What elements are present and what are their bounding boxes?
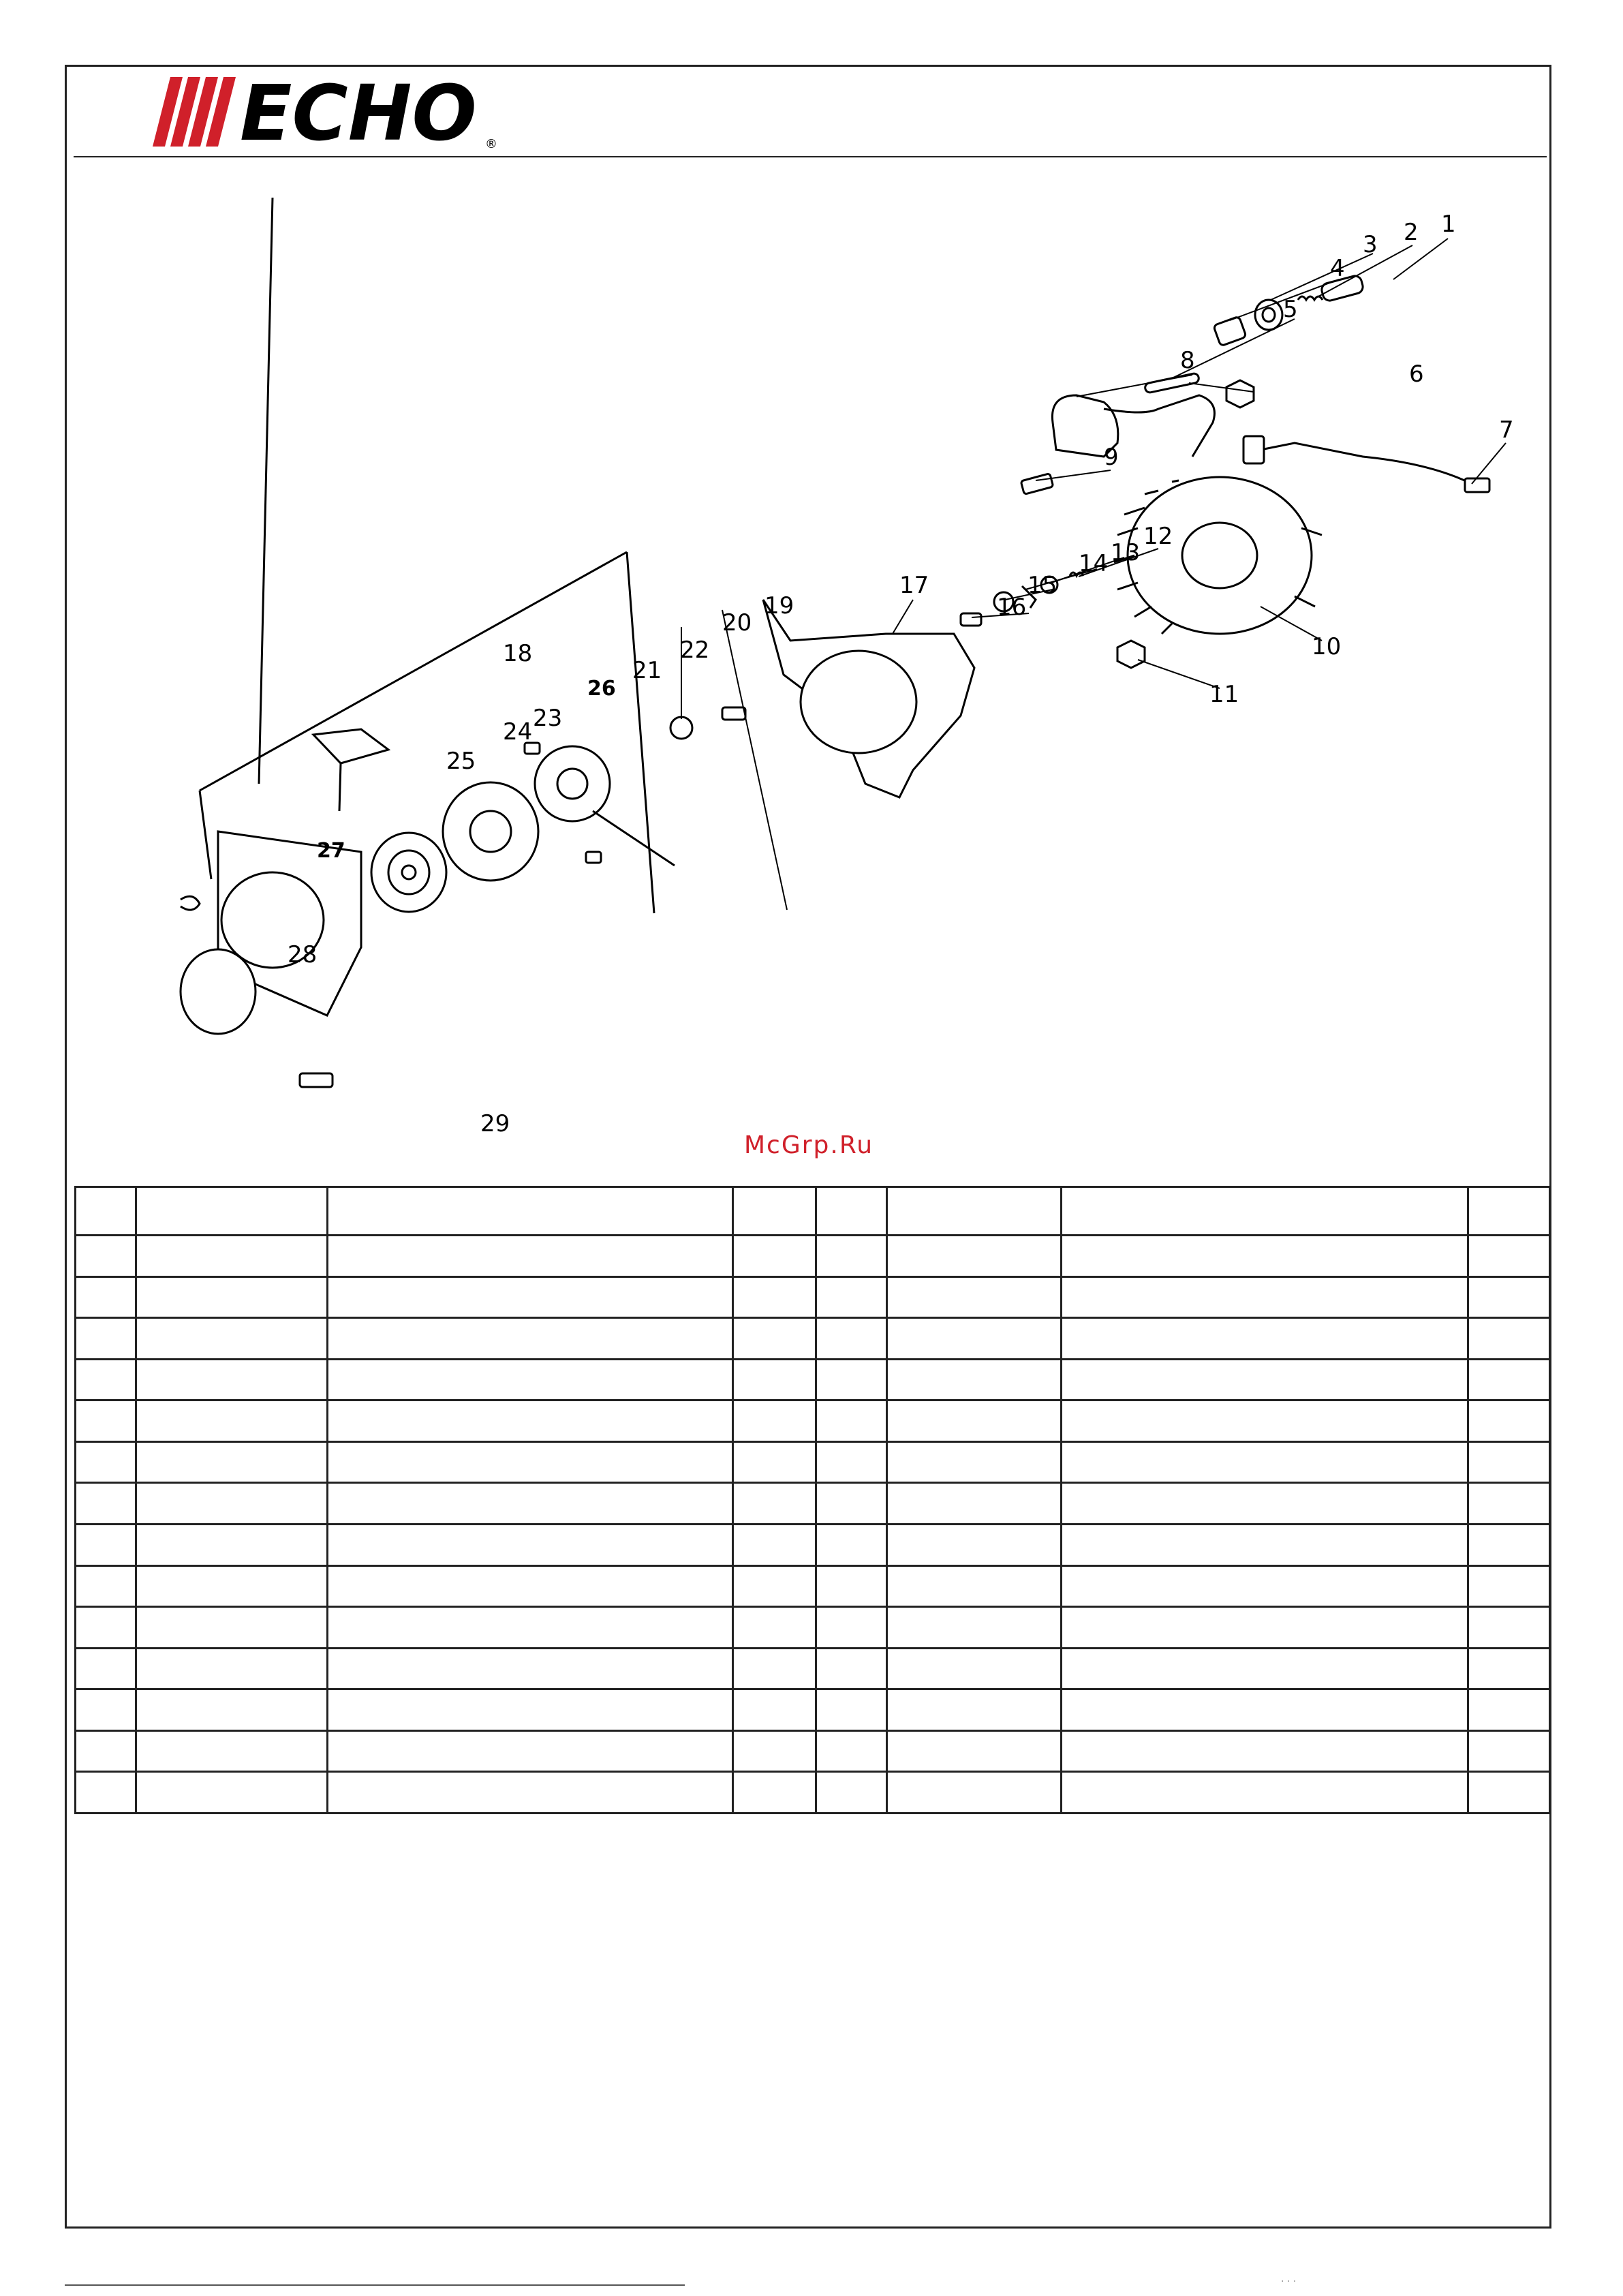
table-cell	[76, 1359, 136, 1400]
table-cell	[1468, 1772, 1550, 1813]
table-cell	[328, 1236, 733, 1277]
callout-28: 28	[288, 941, 318, 968]
table-cell	[816, 1318, 887, 1360]
table-cell	[136, 1187, 328, 1236]
table-cell	[136, 1359, 328, 1400]
table-cell	[1062, 1607, 1468, 1649]
table-row	[76, 1607, 1550, 1649]
table-cell	[733, 1689, 816, 1731]
table-cell	[76, 1689, 136, 1731]
table-cell	[136, 1689, 328, 1731]
table-cell	[76, 1400, 136, 1442]
table-cell	[76, 1730, 136, 1772]
table-cell	[733, 1483, 816, 1525]
table-cell	[1468, 1187, 1550, 1236]
table-cell	[136, 1648, 328, 1689]
callout-12: 12	[1143, 523, 1173, 550]
parts-table	[74, 1186, 1551, 1814]
table-cell	[887, 1689, 1062, 1731]
table-cell	[136, 1441, 328, 1483]
table-cell	[1468, 1689, 1550, 1731]
table-cell	[887, 1730, 1062, 1772]
table-cell	[816, 1276, 887, 1318]
table-cell	[328, 1400, 733, 1442]
table-cell	[328, 1772, 733, 1813]
table-row	[76, 1772, 1550, 1813]
footer-rule	[65, 2284, 685, 2286]
table-cell	[76, 1441, 136, 1483]
table-cell	[1062, 1648, 1468, 1689]
footer-mark: · · ·	[1281, 2276, 1297, 2287]
table-cell	[1062, 1400, 1468, 1442]
table-cell	[328, 1276, 733, 1318]
table-cell	[76, 1607, 136, 1649]
callout-23: 23	[533, 705, 563, 732]
table-cell	[733, 1607, 816, 1649]
table-cell	[733, 1400, 816, 1442]
table-row	[76, 1441, 1550, 1483]
table-cell	[1062, 1359, 1468, 1400]
callout-13: 13	[1111, 539, 1141, 566]
table-cell	[1468, 1441, 1550, 1483]
table-row	[76, 1689, 1550, 1731]
table-cell	[887, 1359, 1062, 1400]
table-cell	[733, 1318, 816, 1360]
table-cell	[328, 1318, 733, 1360]
table-cell	[816, 1359, 887, 1400]
table-cell	[76, 1525, 136, 1566]
table-cell	[816, 1607, 887, 1649]
table-cell	[1062, 1483, 1468, 1525]
table-cell	[816, 1236, 887, 1277]
callout-25: 25	[446, 748, 476, 775]
table-cell	[887, 1607, 1062, 1649]
table-cell	[887, 1565, 1062, 1607]
table-row	[76, 1276, 1550, 1318]
table-cell	[1062, 1525, 1468, 1566]
table-cell	[1062, 1730, 1468, 1772]
table-cell	[1062, 1772, 1468, 1813]
table-cell	[328, 1607, 733, 1649]
table-cell	[887, 1187, 1062, 1236]
table-row	[76, 1236, 1550, 1277]
table-cell	[136, 1318, 328, 1360]
table-row	[76, 1525, 1550, 1566]
table-cell	[1468, 1565, 1550, 1607]
callout-2: 2	[1404, 219, 1419, 246]
table-cell	[1468, 1525, 1550, 1566]
callout-17: 17	[899, 572, 929, 599]
table-cell	[887, 1441, 1062, 1483]
table-cell	[136, 1483, 328, 1525]
callout-26: 26	[587, 677, 616, 701]
table-cell	[816, 1648, 887, 1689]
table-row	[76, 1359, 1550, 1400]
logo-wordmark: ECHO	[240, 70, 477, 158]
table-cell	[76, 1772, 136, 1813]
echo-logo	[144, 70, 499, 158]
table-cell	[76, 1483, 136, 1525]
callout-21: 21	[632, 657, 662, 684]
table-cell	[328, 1525, 733, 1566]
table-cell	[328, 1441, 733, 1483]
table-row	[76, 1648, 1550, 1689]
table-row	[76, 1318, 1550, 1360]
table-cell	[328, 1565, 733, 1607]
callout-22: 22	[680, 637, 710, 664]
table-cell	[76, 1236, 136, 1277]
header-rule	[74, 156, 1547, 157]
callout-29: 29	[480, 1110, 510, 1137]
table-cell	[1062, 1565, 1468, 1607]
table-cell	[816, 1565, 887, 1607]
table-cell	[328, 1483, 733, 1525]
table-cell	[733, 1648, 816, 1689]
table-cell	[136, 1772, 328, 1813]
table-cell	[328, 1648, 733, 1689]
table-cell	[1468, 1730, 1550, 1772]
table-cell	[136, 1400, 328, 1442]
callout-11: 11	[1209, 681, 1239, 708]
table-cell	[887, 1772, 1062, 1813]
table-cell	[136, 1607, 328, 1649]
table-cell	[1468, 1400, 1550, 1442]
table-cell	[887, 1525, 1062, 1566]
table-cell	[1468, 1359, 1550, 1400]
callout-6: 6	[1409, 361, 1424, 388]
callout-5: 5	[1283, 296, 1298, 323]
callout-8: 8	[1180, 347, 1195, 374]
table-cell	[887, 1276, 1062, 1318]
callout-27: 27	[317, 839, 345, 863]
table-cell	[816, 1441, 887, 1483]
callout-18: 18	[503, 640, 533, 667]
table-cell	[887, 1236, 1062, 1277]
table-cell	[1468, 1483, 1550, 1525]
table-cell	[733, 1730, 816, 1772]
table-cell	[816, 1772, 887, 1813]
table-cell	[887, 1483, 1062, 1525]
table-cell	[816, 1525, 887, 1566]
table-cell	[816, 1187, 887, 1236]
table-cell	[816, 1689, 887, 1731]
table-cell	[733, 1772, 816, 1813]
table-cell	[1062, 1276, 1468, 1318]
table-cell	[76, 1565, 136, 1607]
table-cell	[733, 1565, 816, 1607]
table-cell	[76, 1318, 136, 1360]
table-cell	[136, 1565, 328, 1607]
table-cell	[1468, 1318, 1550, 1360]
table-cell	[328, 1359, 733, 1400]
table-cell	[328, 1187, 733, 1236]
watermark: McGrp.Ru	[744, 1131, 874, 1159]
table-cell	[328, 1689, 733, 1731]
table-header-row	[76, 1187, 1550, 1236]
table-cell	[733, 1187, 816, 1236]
table-cell	[136, 1236, 328, 1277]
callout-24: 24	[503, 718, 533, 746]
callout-3: 3	[1363, 231, 1378, 258]
table-cell	[1062, 1236, 1468, 1277]
table-cell	[887, 1400, 1062, 1442]
table-cell	[733, 1276, 816, 1318]
table-cell	[887, 1648, 1062, 1689]
table-cell	[1468, 1607, 1550, 1649]
table-cell	[733, 1359, 816, 1400]
table-cell	[733, 1441, 816, 1483]
callout-1: 1	[1441, 211, 1456, 238]
table-row	[76, 1400, 1550, 1442]
callout-15: 15	[1027, 572, 1057, 599]
table-cell	[887, 1318, 1062, 1360]
callout-16: 16	[997, 594, 1027, 621]
registered-mark: ®	[485, 137, 497, 151]
table-cell	[136, 1276, 328, 1318]
table-cell	[136, 1525, 328, 1566]
table-cell	[76, 1276, 136, 1318]
callout-10: 10	[1312, 633, 1342, 660]
table-cell	[76, 1187, 136, 1236]
table-cell	[733, 1525, 816, 1566]
table-cell	[816, 1400, 887, 1442]
table-cell	[76, 1648, 136, 1689]
table-cell	[816, 1730, 887, 1772]
callout-19: 19	[764, 592, 794, 619]
table-cell	[1062, 1441, 1468, 1483]
callout-20: 20	[722, 609, 752, 637]
callout-4: 4	[1330, 255, 1345, 282]
table-row	[76, 1483, 1550, 1525]
table-cell	[1468, 1648, 1550, 1689]
table-cell	[1062, 1187, 1468, 1236]
callout-9: 9	[1104, 444, 1119, 471]
table-row	[76, 1565, 1550, 1607]
table-cell	[328, 1730, 733, 1772]
table-cell	[1062, 1318, 1468, 1360]
table-row	[76, 1730, 1550, 1772]
table-cell	[733, 1236, 816, 1277]
table-cell	[1468, 1276, 1550, 1318]
callout-14: 14	[1079, 550, 1109, 577]
table-cell	[1468, 1236, 1550, 1277]
table-cell	[136, 1730, 328, 1772]
table-cell	[816, 1483, 887, 1525]
table-cell	[1062, 1689, 1468, 1731]
parts-diagram	[136, 198, 1514, 1165]
callout-7: 7	[1499, 416, 1514, 444]
